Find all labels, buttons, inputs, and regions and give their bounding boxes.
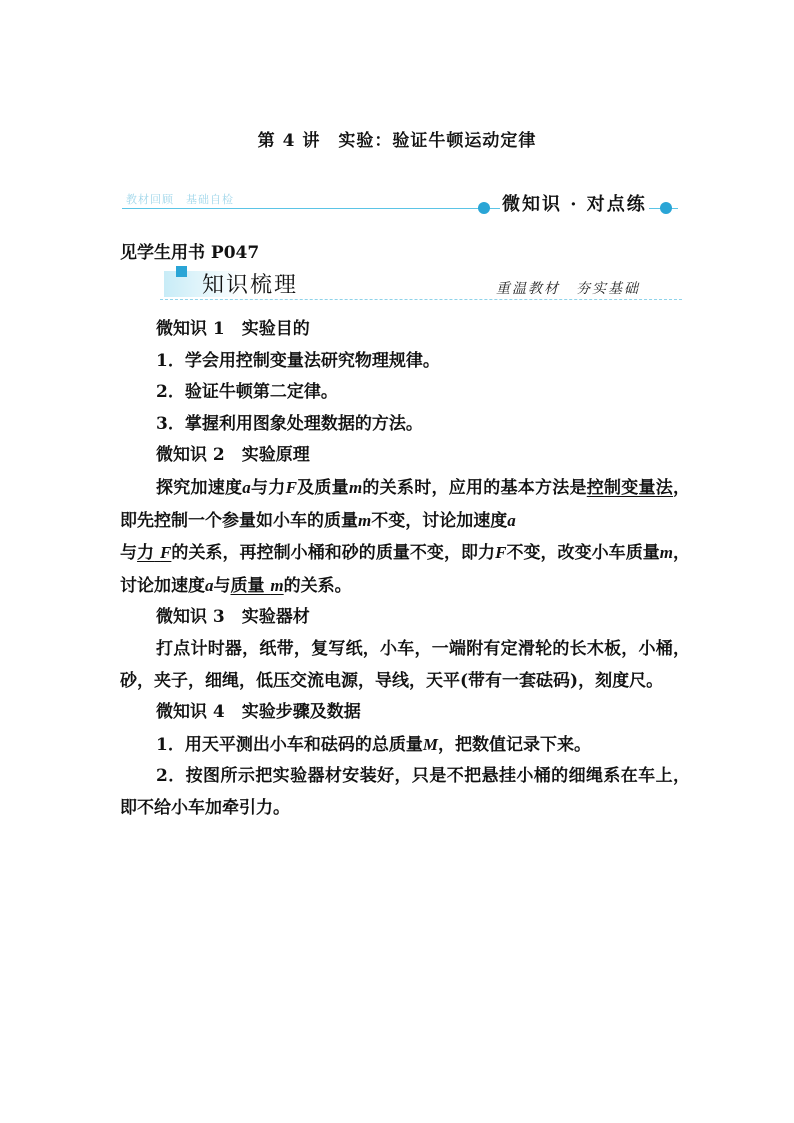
square-bullet-icon <box>176 266 187 277</box>
knowledge-4-step-1: 1．用天平测出小车和砝码的总质量M，把数值记录下来。 <box>156 734 591 755</box>
document-body <box>120 314 690 825</box>
knowledge-1-item: 3．掌握利用图象处理数据的方法。 <box>156 413 423 434</box>
knowledge-1-item: 1．学会用控制变量法研究物理规律。 <box>156 350 440 371</box>
var-a: a <box>242 477 251 497</box>
section-banner <box>122 188 682 222</box>
page-title: 第 4 讲 实验：验证牛顿运动定律 <box>257 131 537 151</box>
var-F: F <box>285 477 297 497</box>
banner-dot-left-icon <box>478 202 490 214</box>
knowledge-1-heading: 微知识 1 实验目的 <box>156 319 310 339</box>
fill-blank-3: 质量 m <box>230 575 284 596</box>
book-reference: 见学生用书 P047 <box>120 243 260 263</box>
knowledge-2-heading: 微知识 2 实验原理 <box>156 445 310 466</box>
knowledge-4-heading: 微知识 4 实验步骤及数据 <box>156 702 361 723</box>
banner-faded-text: 教材回顾 基础自检 <box>126 193 234 206</box>
knowledge-3-body: 打点计时器，纸带，复写纸，小车，一端附有定滑轮的长木板，小桶，砂，夹子，细绳，低压交流电源，导线，天平(带有一套砝码)，刻度尺。 <box>120 638 690 691</box>
section-divider <box>160 299 682 300</box>
fill-blank-2: 力 F <box>137 543 172 564</box>
banner-label: 微知识 · 对点练 <box>500 190 649 216</box>
fill-blank-1: 控制变量法 <box>586 477 674 498</box>
section-title: 知识梳理 <box>202 273 299 298</box>
knowledge-3-heading: 微知识 3 实验器材 <box>156 607 310 628</box>
var-m: m <box>348 477 363 497</box>
knowledge-2-body: 探究加速度a与力F及质量m的关系时，应用的基本方法是控制变量法，即先控制一个参量如小车的质量m不变，讨论加速度a 与力 F的关系，再控制小桶和砂的质量不变，即力F不变，改变小车质量m，讨论加速度a与质量 m的关系。 <box>120 477 691 596</box>
banner-dot-right-icon <box>660 202 672 214</box>
knowledge-1-item: 2．验证牛顿第二定律。 <box>156 382 338 403</box>
section-header <box>160 266 682 302</box>
knowledge-4-step-2: 2．按图所示把实验器材安装好，只是不把悬挂小桶的细绳系在车上，即不给小车加牵引力。 <box>120 766 690 818</box>
section-subtitle: 重温教材 夯实基础 <box>496 281 640 297</box>
